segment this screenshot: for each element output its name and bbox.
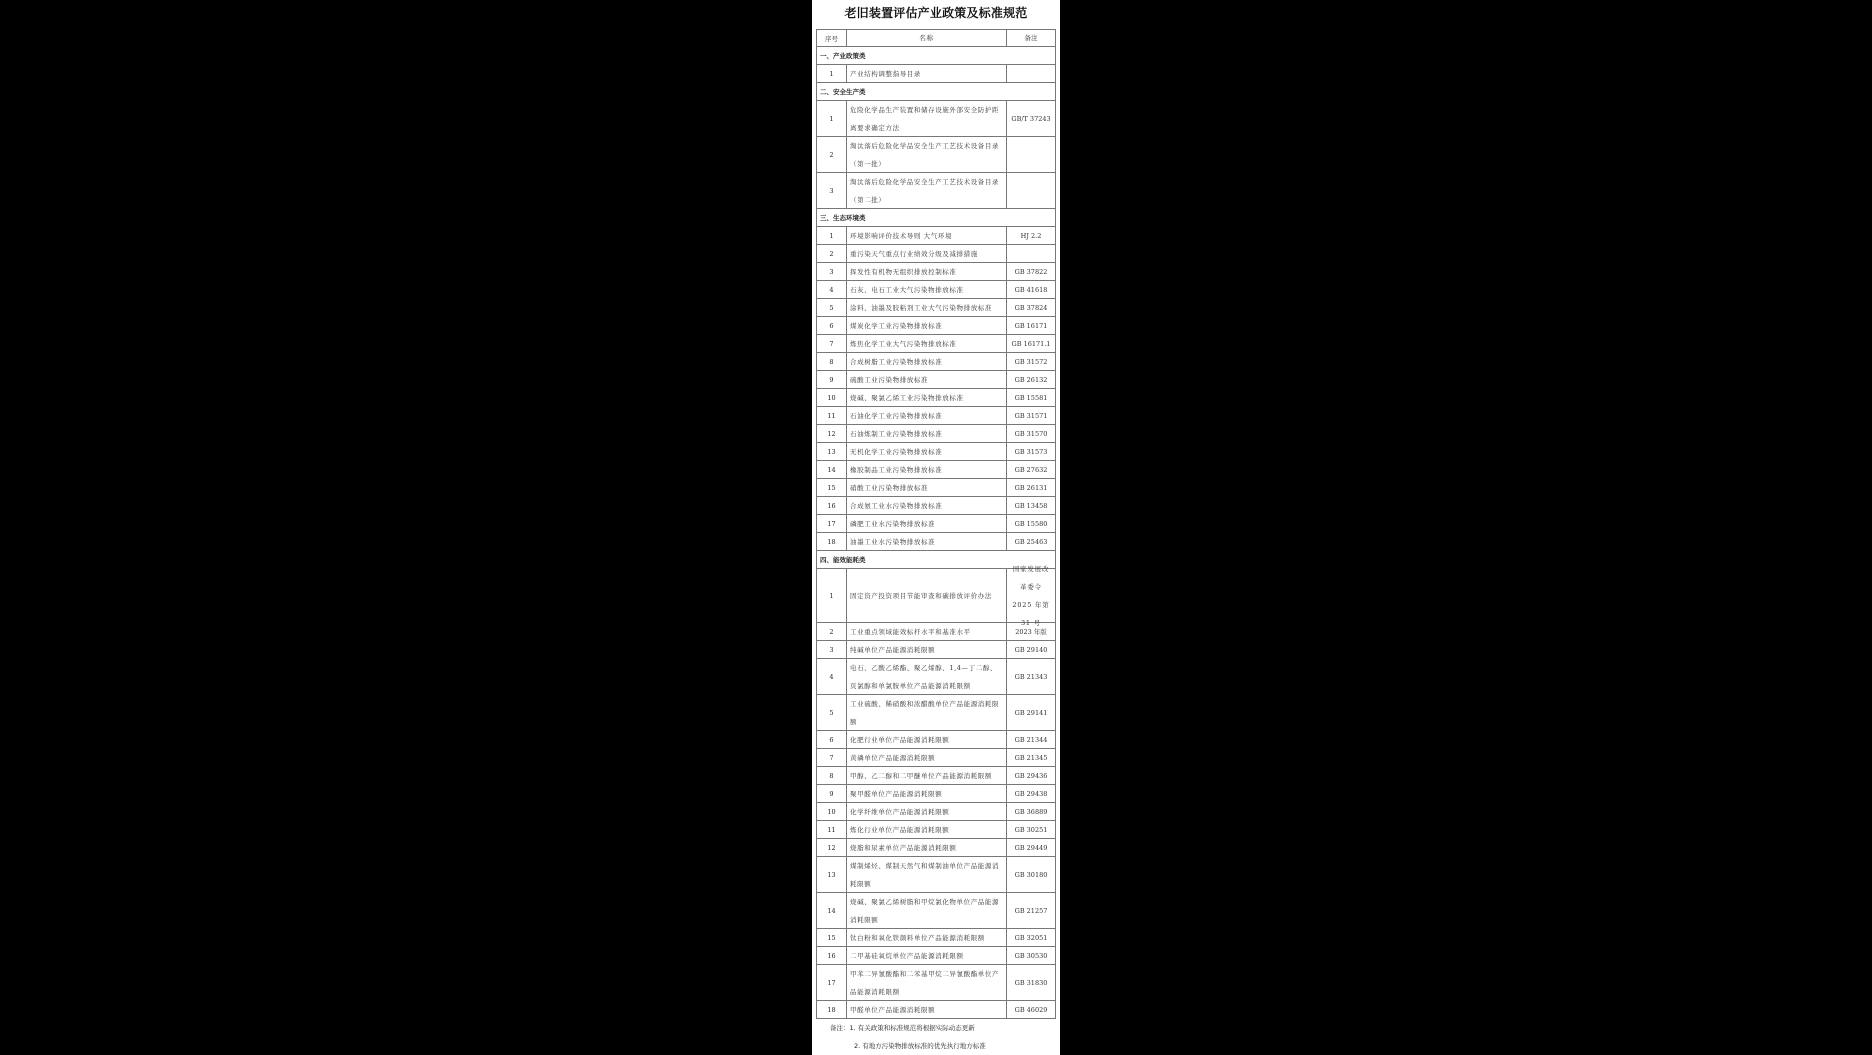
row-name: 烧碱、聚氯乙烯工业污染物排放标准 — [847, 389, 1007, 406]
row-number: 5 — [817, 695, 847, 730]
row-name: 甲苯二异氰酸酯和二苯基甲烷二异氰酸酯单位产品能源消耗限额 — [847, 965, 1007, 1000]
table-row — [816, 695, 1056, 731]
row-note: GB 25463 — [1014, 537, 1048, 546]
table-row — [816, 1001, 1056, 1019]
row-note: GB 30530 — [1014, 951, 1048, 960]
row-name: 橡胶制品工业污染物排放标准 — [847, 461, 1007, 478]
table-row — [816, 767, 1056, 785]
row-name: 磷肥工业水污染物排放标准 — [847, 515, 1007, 532]
row-name: 硝酸工业污染物排放标准 — [847, 479, 1007, 496]
row-name: 聚甲醛单位产品能源消耗限额 — [847, 785, 1007, 802]
table-row — [816, 803, 1056, 821]
row-number: 13 — [817, 857, 847, 892]
row-note: GB 21257 — [1014, 906, 1048, 915]
row-name: 无机化学工业污染物排放标准 — [847, 443, 1007, 460]
row-note — [1007, 245, 1055, 262]
row-note — [1007, 173, 1055, 208]
row-note: GB 31570 — [1014, 429, 1048, 438]
row-note: GB 30180 — [1014, 870, 1048, 879]
row-number: 9 — [817, 785, 847, 802]
row-name: 烧脂和尿素单位产品能源消耗限额 — [847, 839, 1007, 856]
row-note: 2023 年版 — [1015, 627, 1047, 636]
row-number: 4 — [817, 281, 847, 298]
row-number: 5 — [817, 299, 847, 316]
section-label: 四、能效能耗类 — [820, 556, 866, 564]
row-note: GB 15581 — [1014, 393, 1048, 402]
table-row — [816, 335, 1056, 353]
row-number: 4 — [817, 659, 847, 694]
row-name: 涂料、油墨及胶粘剂工业大气污染物排放标准 — [847, 299, 1007, 316]
row-note: GB 13458 — [1014, 501, 1048, 510]
footnote-1: 备注：1. 有关政策和标准规范将根据实际动态更新 — [830, 1024, 975, 1032]
row-note: GB 29140 — [1014, 645, 1048, 654]
row-note: GB 32051 — [1014, 933, 1048, 942]
table-row — [816, 821, 1056, 839]
table-row — [816, 497, 1056, 515]
row-name: 黄磷单位产品能源消耗限额 — [847, 749, 1007, 766]
document-title: 老旧装置评估产业政策及标准规范 — [844, 6, 1028, 20]
table-row — [816, 461, 1056, 479]
table-row — [816, 929, 1056, 947]
row-name: 钛白粉和氧化铁颜料单位产品能源消耗限额 — [847, 929, 1007, 946]
row-number: 8 — [817, 353, 847, 370]
row-number: 7 — [817, 749, 847, 766]
row-number: 17 — [817, 515, 847, 532]
row-number: 2 — [817, 137, 847, 172]
row-number: 11 — [817, 821, 847, 838]
row-name: 电石、乙酸乙烯酯、聚乙烯醇、1,4—丁二醇、页氯醇和单氯胺单位产品能源消耗限额 — [847, 659, 1007, 694]
section-label: 二、安全生产类 — [820, 88, 866, 96]
section-row — [816, 47, 1056, 65]
row-number: 9 — [817, 371, 847, 388]
table-row — [816, 407, 1056, 425]
row-number: 15 — [817, 929, 847, 946]
table-row — [816, 479, 1056, 497]
row-note: GB 29438 — [1014, 789, 1048, 798]
table-row — [816, 785, 1056, 803]
row-name: 煤制烯烃、煤制天然气和煤制油单位产品能源消耗限额 — [847, 857, 1007, 892]
row-number: 1 — [817, 101, 847, 136]
row-name: 化学纤维单位产品能源消耗限额 — [847, 803, 1007, 820]
table-row — [816, 731, 1056, 749]
row-note: GB 21343 — [1014, 672, 1048, 681]
row-name: 石油化学工业污染物排放标准 — [847, 407, 1007, 424]
row-name: 工业重点领域能效标杆水平和基准水平 — [847, 623, 1007, 640]
row-note: GB 29141 — [1014, 708, 1048, 717]
row-number: 13 — [817, 443, 847, 460]
row-name: 环境影响评价技术导则 大气环境 — [847, 227, 1007, 244]
row-name: 炼化行业单位产品能源消耗限额 — [847, 821, 1007, 838]
row-note: GB 41618 — [1014, 285, 1048, 294]
row-note: GB 26132 — [1014, 375, 1048, 384]
table-row — [816, 245, 1056, 263]
row-number: 1 — [817, 569, 847, 622]
row-name: 重污染天气重点行业绩效分级及减排措施 — [847, 245, 1007, 262]
header-no: 序号 — [817, 30, 847, 46]
table-row — [816, 227, 1056, 245]
row-number: 10 — [817, 389, 847, 406]
table-row — [816, 281, 1056, 299]
row-name: 固定资产投资项目节能审查和碳排放评价办法 — [847, 569, 1007, 622]
row-note: GB 21344 — [1014, 735, 1048, 744]
table-row — [816, 137, 1056, 173]
table-row — [816, 371, 1056, 389]
table-header-row — [816, 29, 1056, 47]
table-row — [816, 389, 1056, 407]
footnote-2: 2. 有地方污染物排放标准的优先执行地方标准 — [854, 1042, 986, 1050]
row-name: 产业结构调整指导目录 — [847, 65, 1007, 82]
row-name: 工业硫酸、稀硝酸和浓醋酸单位产品能源消耗限额 — [847, 695, 1007, 730]
row-note: GB 37822 — [1014, 267, 1048, 276]
table-row — [816, 533, 1056, 551]
document-page — [812, 0, 1060, 1055]
table-row — [816, 101, 1056, 137]
table-row — [816, 515, 1056, 533]
table-row — [816, 857, 1056, 893]
footnotes — [830, 1019, 1060, 1055]
row-number: 18 — [817, 1001, 847, 1018]
row-name: 甲醇、乙二醇和二甲醚单位产品能源消耗限额 — [847, 767, 1007, 784]
row-number: 2 — [817, 245, 847, 262]
table-row — [816, 839, 1056, 857]
table-row — [816, 893, 1056, 929]
table-row — [816, 623, 1056, 641]
row-number: 3 — [817, 641, 847, 658]
row-note: GB 31830 — [1014, 978, 1048, 987]
section-label: 三、生态环境类 — [820, 214, 866, 222]
table-row — [816, 65, 1056, 83]
row-note: GB 27632 — [1014, 465, 1048, 474]
table-row — [816, 173, 1056, 209]
row-note: HJ 2.2 — [1020, 231, 1042, 240]
row-number: 1 — [817, 227, 847, 244]
row-name: 甲醛单位产品能源消耗限额 — [847, 1001, 1007, 1018]
row-note: GB 16171.1 — [1011, 339, 1051, 348]
row-name: 挥发性有机物无组织排放控制标准 — [847, 263, 1007, 280]
row-number: 12 — [817, 425, 847, 442]
table-row — [816, 659, 1056, 695]
row-number: 2 — [817, 623, 847, 640]
row-note: GB 21345 — [1014, 753, 1048, 762]
row-note: GB 16171 — [1014, 321, 1048, 330]
row-note: 国家发展改革委令 2025 年第 31 号 — [1012, 564, 1050, 627]
row-name: 二甲基硅氧烷单位产品能源消耗限额 — [847, 947, 1007, 964]
row-name: 合成氨工业水污染物排放标准 — [847, 497, 1007, 514]
row-name: 淘汰落后危险化学品安全生产工艺技术设备目录（第一批） — [847, 137, 1007, 172]
row-name: 化肥行业单位产品能源消耗限额 — [847, 731, 1007, 748]
section-row — [816, 83, 1056, 101]
row-name: 烧碱、聚氯乙烯树脂和甲烷氯化物单位产品能源消耗限额 — [847, 893, 1007, 928]
row-note: GB 31572 — [1014, 357, 1048, 366]
row-note: GB 30251 — [1014, 825, 1048, 834]
row-number: 16 — [817, 947, 847, 964]
table-row — [816, 353, 1056, 371]
row-note: GB 36889 — [1014, 807, 1048, 816]
row-number: 7 — [817, 335, 847, 352]
row-number: 6 — [817, 731, 847, 748]
section-row — [816, 209, 1056, 227]
row-note: GB 29449 — [1014, 843, 1048, 852]
row-name: 石灰、电石工业大气污染物排放标准 — [847, 281, 1007, 298]
row-note: GB/T 37243 — [1011, 114, 1051, 123]
row-note: GB 37824 — [1014, 303, 1048, 312]
header-name: 名称 — [847, 30, 1007, 46]
row-name: 硫酸工业污染物排放标准 — [847, 371, 1007, 388]
table-body — [816, 47, 1056, 1019]
row-number: 11 — [817, 407, 847, 424]
row-number: 1 — [817, 65, 847, 82]
row-name: 合成树脂工业污染物排放标准 — [847, 353, 1007, 370]
row-number: 14 — [817, 893, 847, 928]
table-row — [816, 641, 1056, 659]
row-name: 煤炭化学工业污染物排放标准 — [847, 317, 1007, 334]
row-name: 油墨工业水污染物排放标准 — [847, 533, 1007, 550]
row-note — [1007, 65, 1055, 82]
table-row — [816, 564, 1056, 627]
row-note — [1007, 137, 1055, 172]
table-row — [816, 965, 1056, 1001]
section-label: 一、产业政策类 — [820, 52, 866, 60]
header-note: 备注 — [1024, 34, 1038, 42]
table-row — [816, 299, 1056, 317]
row-number: 16 — [817, 497, 847, 514]
table-row — [816, 443, 1056, 461]
row-number: 6 — [817, 317, 847, 334]
table-row — [816, 947, 1056, 965]
row-number: 8 — [817, 767, 847, 784]
table-row — [816, 425, 1056, 443]
row-name: 淘汰落后危险化学品安全生产工艺技术设备目录（第二批） — [847, 173, 1007, 208]
row-number: 3 — [817, 263, 847, 280]
row-note: GB 15580 — [1014, 519, 1048, 528]
table-row — [816, 749, 1056, 767]
row-number: 3 — [817, 173, 847, 208]
table-row — [816, 317, 1056, 335]
standards-table — [816, 29, 1056, 1019]
row-number: 18 — [817, 533, 847, 550]
row-name: 纯碱单位产品能源消耗限额 — [847, 641, 1007, 658]
row-number: 15 — [817, 479, 847, 496]
row-note: GB 46029 — [1014, 1005, 1048, 1014]
row-number: 14 — [817, 461, 847, 478]
row-name: 石油炼制工业污染物排放标准 — [847, 425, 1007, 442]
row-note: GB 31571 — [1014, 411, 1048, 420]
row-note: GB 31573 — [1014, 447, 1048, 456]
row-name: 炼焦化学工业大气污染物排放标准 — [847, 335, 1007, 352]
row-note: GB 29436 — [1014, 771, 1048, 780]
row-note: GB 26131 — [1014, 483, 1048, 492]
row-number: 10 — [817, 803, 847, 820]
row-name: 危险化学品生产装置和储存设施外部安全防护距离要求确定方法 — [847, 101, 1007, 136]
row-number: 17 — [817, 965, 847, 1000]
table-row — [816, 263, 1056, 281]
row-number: 12 — [817, 839, 847, 856]
